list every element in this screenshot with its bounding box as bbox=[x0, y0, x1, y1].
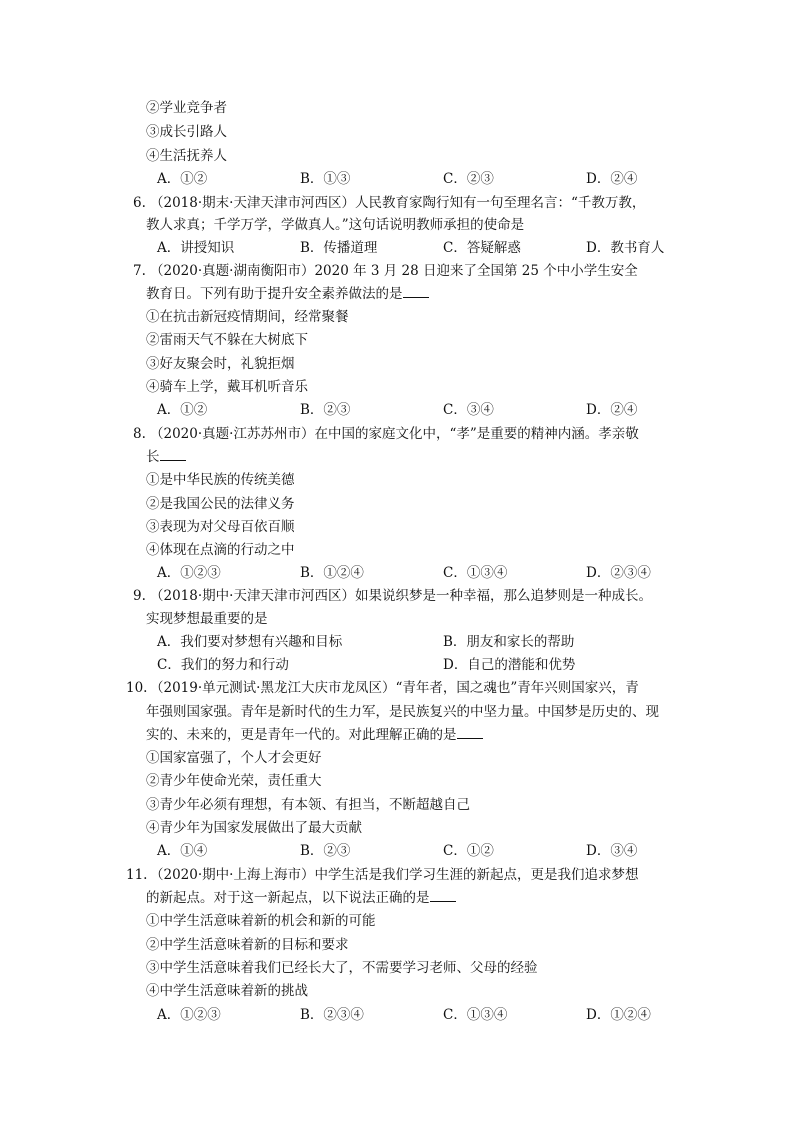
q11-option-a: A．①②③ bbox=[157, 1007, 221, 1023]
q7-item-4: ④骑车上学，戴耳机听音乐 bbox=[146, 379, 308, 395]
q8-item-3: ③表现为对父母百依百顺 bbox=[146, 519, 295, 535]
prev-item-3: ③成长引路人 bbox=[146, 124, 227, 140]
q8-item-1: ①是中华民族的传统美德 bbox=[146, 472, 295, 488]
q7-option-b: B．②③ bbox=[300, 402, 351, 418]
q10-option-c: C．①② bbox=[443, 843, 494, 859]
q7-number: 7. bbox=[133, 263, 146, 279]
q9-option-c: C．我们的努力和行动 bbox=[157, 657, 289, 673]
q9-option-b: B．朋友和家长的帮助 bbox=[443, 634, 575, 650]
q8-stem-line1: （2020·真题·江苏苏州市）在中国的家庭文化中，“孝”是重要的精神内涵。孝亲敬 bbox=[150, 426, 639, 442]
q6-option-c: C．答疑解惑 bbox=[443, 240, 521, 256]
prev-item-2: ②学业竞争者 bbox=[146, 100, 227, 116]
q11-number: 11. bbox=[126, 867, 148, 883]
q8-item-2: ②是我国公民的法律义务 bbox=[146, 496, 295, 512]
q11-option-c: C．①③④ bbox=[443, 1007, 508, 1023]
q8-number: 8. bbox=[133, 426, 146, 442]
answer-blank bbox=[160, 448, 186, 461]
q7-item-3: ③好友聚会时，礼貌拒烟 bbox=[146, 356, 295, 372]
q7-item-1: ①在抗击新冠疫情期间，经常聚餐 bbox=[146, 309, 349, 325]
q11-option-b: B．②③④ bbox=[300, 1007, 364, 1023]
q10-option-d: D．③④ bbox=[586, 843, 638, 859]
q7-option-a: A．①② bbox=[157, 402, 208, 418]
q10-item-4: ④青少年为国家发展做出了最大贡献 bbox=[146, 820, 362, 836]
q10-number: 10. bbox=[126, 680, 148, 696]
q10-option-a: A．①④ bbox=[157, 843, 208, 859]
q11-item-3: ③中学生活意味着我们已经长大了，不需要学习老师、父母的经验 bbox=[146, 960, 538, 976]
q8-option-c: C．①③④ bbox=[443, 565, 508, 581]
q9-number: 9. bbox=[133, 588, 146, 604]
q11-item-1: ①中学生活意味着新的机会和新的可能 bbox=[146, 913, 376, 929]
answer-blank bbox=[430, 889, 456, 902]
answer-blank bbox=[403, 285, 429, 298]
q8-option-b: B．①②④ bbox=[300, 565, 364, 581]
q11-stem-line1: （2020·期中·上海上海市）中学生活是我们学习生涯的新起点，更是我们追求梦想 bbox=[150, 867, 639, 883]
q9-stem-line1: （2018·期中·天津天津市河西区）如果说织梦是一种幸福，那么追梦则是一种成长。 bbox=[150, 588, 652, 604]
answer-blank bbox=[457, 726, 483, 739]
q11-stem-line2: 的新起点。对于这一新起点，以下说法正确的是 bbox=[146, 889, 456, 907]
q6-option-d: D．教书育人 bbox=[586, 240, 665, 256]
q6-number: 6. bbox=[133, 195, 146, 211]
q11-item-2: ②中学生活意味着新的目标和要求 bbox=[146, 937, 349, 953]
q8-stem-line2: 长 bbox=[146, 448, 186, 466]
q6-option-a: A．讲授知识 bbox=[157, 240, 235, 256]
q10-stem-line1: （2019·单元测试·黑龙江大庆市龙凤区）“青年者，国之魂也”青年兴则国家兴，青 bbox=[150, 680, 639, 696]
q11-item-4: ④中学生活意味着新的挑战 bbox=[146, 983, 308, 999]
q8-option-d: D．②③④ bbox=[586, 565, 651, 581]
q8-option-a: A．①②③ bbox=[157, 565, 221, 581]
prev-option-c: C．②③ bbox=[443, 171, 494, 187]
q10-stem-line3: 实的、未来的，更是青年一代的。对此理解正确的是 bbox=[146, 726, 483, 744]
q7-item-2: ②雷雨天气不躲在大树底下 bbox=[146, 332, 308, 348]
q10-option-b: B．②③ bbox=[300, 843, 351, 859]
q10-item-1: ①国家富强了，个人才会更好 bbox=[146, 750, 322, 766]
q9-option-a: A．我们要对梦想有兴趣和目标 bbox=[157, 634, 343, 650]
q10-item-2: ②青少年使命光荣，责任重大 bbox=[146, 773, 322, 789]
prev-option-d: D．②④ bbox=[586, 171, 638, 187]
q7-stem-line1: （2020·真题·湖南衡阳市）2020 年 3 月 28 日迎来了全国第 25 个中小学生安全 bbox=[150, 263, 638, 279]
q10-item-3: ③青少年必须有理想，有本领、有担当，不断超越自己 bbox=[146, 797, 470, 813]
prev-option-b: B．①③ bbox=[300, 171, 351, 187]
prev-item-4: ④生活抚养人 bbox=[146, 148, 227, 164]
q8-item-4: ④体现在点滴的行动之中 bbox=[146, 542, 295, 558]
q6-stem-line1: （2018·期末·天津天津市河西区）人民教育家陶行知有一句至理名言：“千教万教， bbox=[150, 195, 646, 211]
q7-stem-line2: 教育日。下列有助于提升安全素养做法的是 bbox=[146, 285, 429, 303]
q10-stem-line2: 年强则国家强。青年是新时代的生力军，是民族复兴的中坚力量。中国梦是历史的、现 bbox=[146, 704, 659, 720]
q9-option-d: D．自己的潜能和优势 bbox=[443, 657, 576, 673]
q9-stem-line2: 实现梦想最重要的是 bbox=[146, 611, 268, 627]
q7-option-d: D．②④ bbox=[586, 402, 638, 418]
q6-option-b: B．传播道理 bbox=[300, 240, 378, 256]
q7-option-c: C．③④ bbox=[443, 402, 494, 418]
q6-stem-line2: 教人求真；千学万学，学做真人。”这句话说明教师承担的使命是 bbox=[146, 217, 525, 233]
prev-option-a: A．①② bbox=[157, 171, 208, 187]
q11-option-d: D．①②④ bbox=[586, 1007, 651, 1023]
